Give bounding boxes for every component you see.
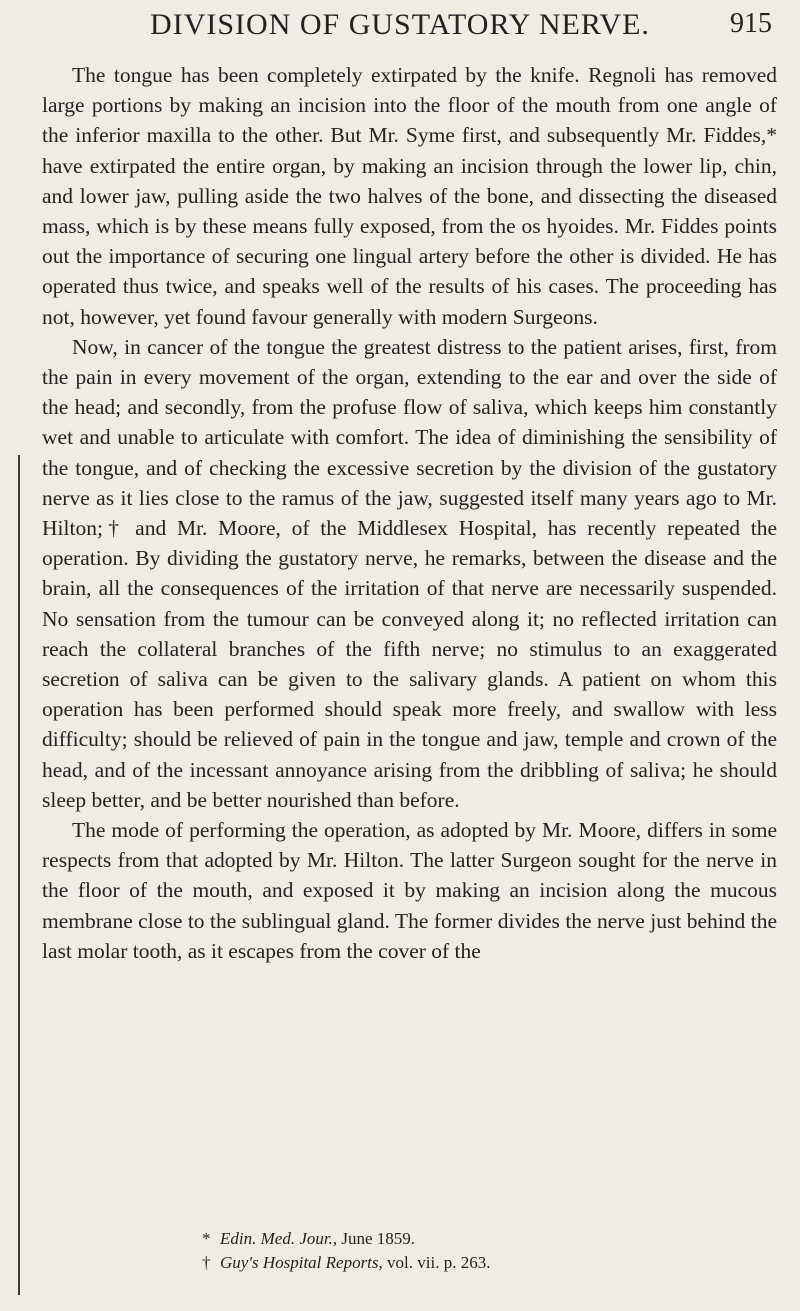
running-title: DIVISION OF GUSTATORY NERVE. [150, 8, 650, 41]
paragraph: The tongue has been completely extirpated by the knife. Regnoli has removed large portions by making an incision into the floor of the mouth from one angle of the inferior maxilla to the other. But Mr. Syme first, and subsequently Mr. Fiddes,* have extirpated the entire organ, by making an incision through the lower lip, chin, and lower jaw, pulling aside the two halves of the bone, and dissecting the diseased mass, which is by these means fully exposed, from the os hyoides. Mr. Fiddes points out the importance of securing one lingual artery before the other is divided. He has operated thus twice, and speaks well of the results of his cases. The proceeding has not, however, yet found favour generally with modern Surgeons. [42, 63, 777, 329]
paragraph: The mode of performing the operation, as adopted by Mr. Moore, differs in some respects from that adopted by Mr. Hilton. The latter Surgeon sought for the nerve in the floor of the mouth, and exposed it by making an incision along the mucous membrane close to the sublingual gland. The former divides the nerve just behind the last molar tooth, as it escapes from the cover of the [42, 818, 777, 963]
footnotes [42, 1227, 777, 1275]
footnote-symbol: * [202, 1229, 211, 1248]
footnote [42, 1227, 777, 1251]
footnote-detail: vol. vii. p. 263. [382, 1253, 491, 1272]
footnote-reference: Edin. Med. Jour., [220, 1229, 338, 1248]
running-header [0, 8, 800, 68]
paragraph: Now, in cancer of the tongue the greatest distress to the patient arises, first, from the pain in every movement of the organ, extending to the ear and over the side of the head; and secondly, from the profuse flow of saliva, which keeps him constantly wet and unable to articulate with comfort. The idea of diminishing the sensibility of the tongue, and of checking the excessive secretion by the division of the gustatory nerve as it lies close to the ramus of the jaw, suggested itself many years ago to Mr. Hilton;† and Mr. Moore, of the Middlesex Hospital, has recently repeated the operation. By dividing the gustatory nerve, he remarks, between the disease and the brain, all the consequences of the irritation of that nerve are necessarily suspended. No sensation from the tumour can be conveyed along it; no reflected irritation can reach the collateral branches of the fifth nerve; no stimulus to an exaggerated secretion of saliva can be given to the salivary glands. A patient on whom this operation has been performed should speak more freely, and swallow with less difficulty; should be relieved of pain in the tongue and jaw, temple and crown of the head, and of the incessant annoyance arising from the dribbling of saliva; he should sleep better, and be better nourished than before. [42, 334, 777, 812]
footnote-detail: June 1859. [337, 1229, 416, 1248]
footnote-reference: Guy's Hospital Reports, [220, 1253, 383, 1272]
footnote-symbol: † [202, 1253, 211, 1272]
footnote [42, 1251, 777, 1275]
body-text [42, 60, 777, 966]
page-number: 915 [730, 8, 772, 39]
page-edge-line [18, 455, 20, 1295]
